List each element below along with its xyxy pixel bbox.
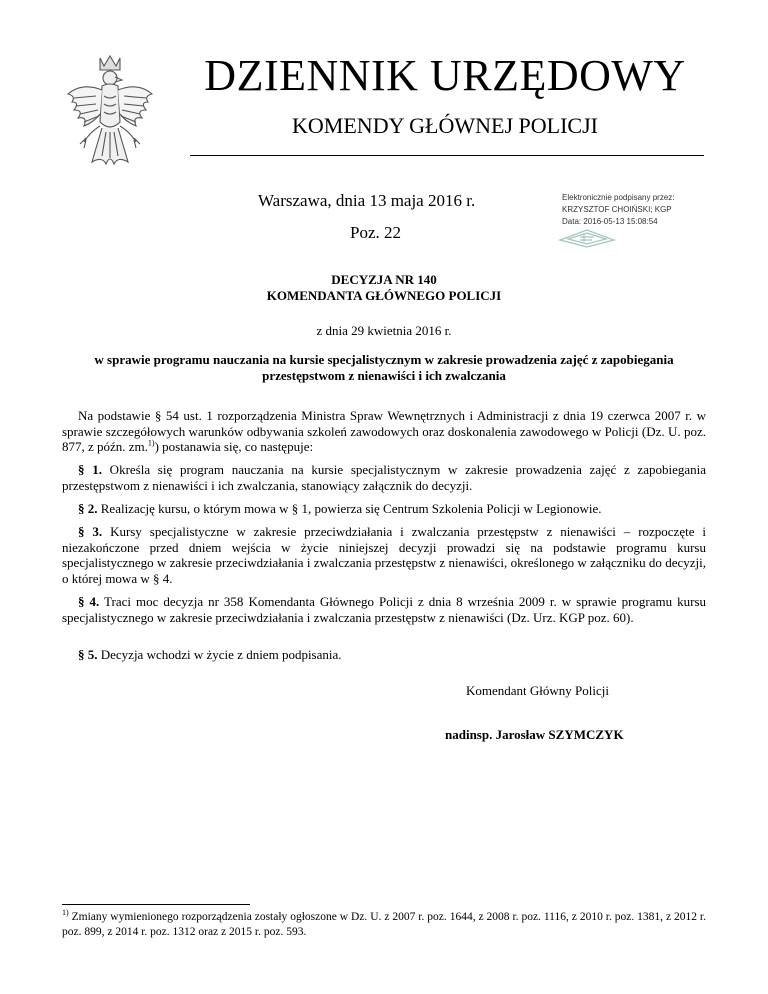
footnote-marker: 1) <box>62 908 69 918</box>
section-2-text: Realizację kursu, o którym mowa w § 1, powierza się Centrum Szkolenia Policji w Legionowie. <box>97 501 602 516</box>
footnote <box>62 910 706 940</box>
decision-subject: w sprawie programu nauczania na kursie specjalistycznym w zakresie prowadzenia zajęć z zapobiegania przestępstwom z nienawiści i ich zwalczania <box>94 352 674 383</box>
signature-line-1: Elektronicznie podpisany przez: <box>562 193 675 202</box>
section-4-label: § 4. <box>78 594 100 609</box>
section-3-text: Kursy specjalistyczne w zakresie przeciwdziałania i zwalczania przestępstw z nienawiści – rozpoczęte i niezakończone przed dniem wejścia w życie niniejszej decyzji prowadzi się na podstawie programu kursu specjalistycznego w zakresie przeciwdziałania i zwalczania przestępstw z nienawiści, określonego w załączniku do decyzji, o której mowa w § 4. <box>62 524 707 586</box>
legal-basis-paragraph <box>62 408 706 455</box>
decision-issuer: KOMENDANTA GŁÓWNEGO POLICJI <box>266 288 502 303</box>
section-2 <box>62 501 706 517</box>
decision-title <box>60 272 708 304</box>
section-1-label: § 1. <box>78 462 102 477</box>
signature-line-2: KRZYSZTOF CHOIŃSKI; KGP <box>562 205 672 214</box>
signer-role: Komendant Główny Policji <box>466 683 609 698</box>
section-5-text: Decyzja wchodzi w życie z dniem podpisania. <box>97 647 342 662</box>
electronic-signature-stamp <box>562 192 732 228</box>
decision-number: DECYZJA NR 140 <box>331 272 437 287</box>
legal-basis-text: Na podstawie § 54 ust. 1 rozporządzenia Ministra Spraw Wewnętrznych i Administracji z dnia 19 czerwca 2007 r. w sprawie szczegółowych warunków odbywania szkoleń zawodowych oraz doskonalenia zawodowego w Policji (Dz. U. poz. 877, z późn. zm. <box>62 408 706 454</box>
publication-subtitle: KOMENDY GŁÓWNEJ POLICJI <box>292 113 598 138</box>
footnote-divider <box>62 904 250 905</box>
polish-eagle-emblem-icon <box>62 52 158 180</box>
section-5 <box>62 647 706 663</box>
section-3-label: § 3. <box>78 524 103 539</box>
decision-date: z dnia 29 kwietnia 2016 r. <box>316 323 452 338</box>
signature-line-3: Data: 2016-05-13 15:08:54 <box>562 217 658 226</box>
footnote-text: Zmiany wymienionego rozporządzenia zostały ogłoszone w Dz. U. z 2007 r. poz. 1644, z 2008 r. poz. 1116, z 2010 r. poz. 1381, z 2012 r. poz. 899, z 2014 r. poz. 1312 oraz z 2015 r. poz. 593. <box>62 911 706 938</box>
position-number: Poz. 22 <box>350 223 401 242</box>
header-divider <box>190 155 704 156</box>
section-5-label: § 5. <box>78 647 98 662</box>
publication-date: Warszawa, dnia 13 maja 2016 r. <box>258 191 476 210</box>
publication-title: DZIENNIK URZĘDOWY <box>204 51 686 100</box>
section-3 <box>62 524 706 586</box>
section-1-text: Określa się program nauczania na kursie specjalistycznym w zakresie prowadzenia zajęć z zapobiegania przestępstwom z nienawiści i ich zwalczania, stanowiący załącznik do decyzji. <box>62 462 707 493</box>
section-4 <box>62 594 706 625</box>
footnote-reference: 1) <box>147 438 155 448</box>
e-signature-logo-icon <box>556 226 618 248</box>
section-2-label: § 2. <box>78 501 98 516</box>
section-4-text: Traci moc decyzja nr 358 Komendanta Głównego Policji z dnia 8 września 2009 r. w sprawie programu kursu specjalistycznego w zakresie przeciwdziałania i zwalczania przestępstw z nienawiści (Dz. Urz. KGP poz. 60). <box>62 594 707 625</box>
section-1 <box>62 462 706 493</box>
legal-basis-text-end: ) postanawia się, co następuje: <box>154 439 314 454</box>
signer-name: nadinsp. Jarosław SZYMCZYK <box>445 727 624 742</box>
